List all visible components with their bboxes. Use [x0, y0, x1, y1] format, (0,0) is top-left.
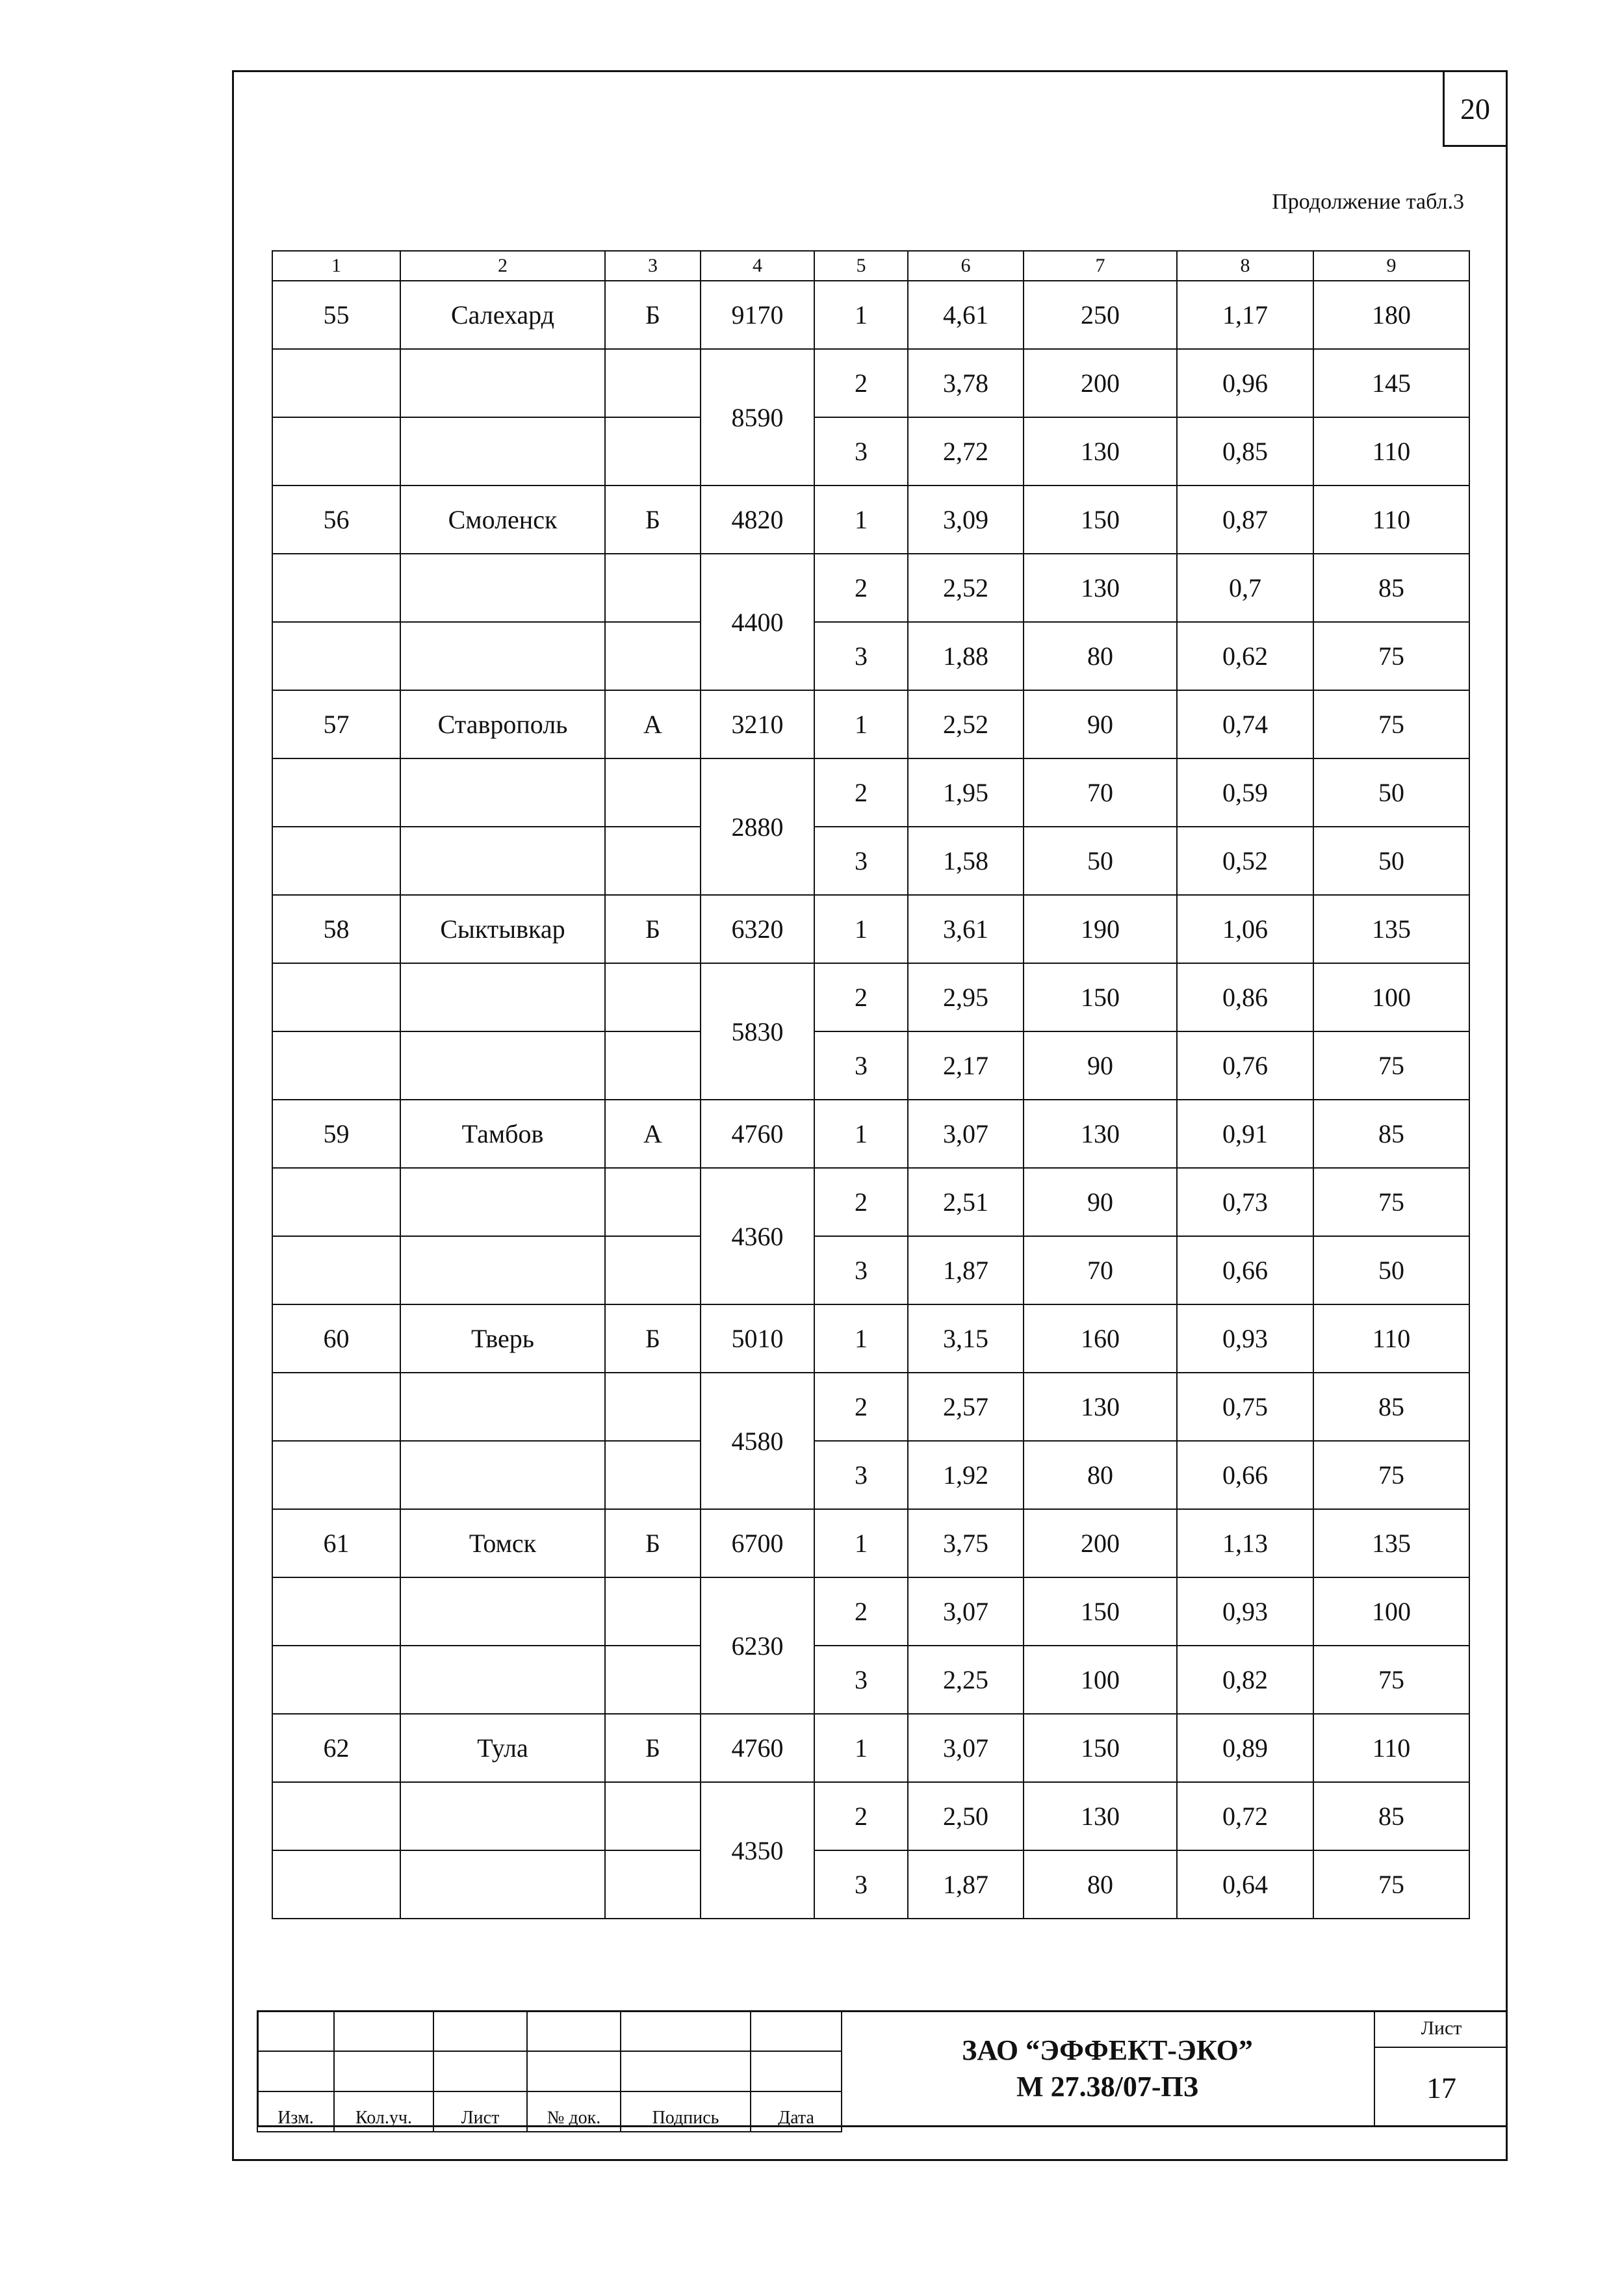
table-row: [272, 1509, 1469, 1577]
cell-col5: 1: [814, 1714, 908, 1782]
cell-col8: 0,66: [1177, 1441, 1313, 1509]
row-number: [272, 1168, 400, 1236]
row-number: [272, 417, 400, 485]
city-name: Ставрополь: [400, 690, 605, 758]
category: [605, 349, 701, 417]
organization-name: ЗАО “ЭФФЕКТ-ЭКО”: [962, 2034, 1253, 2066]
cell-col5: 2: [814, 758, 908, 827]
cell-col9: 50: [1313, 827, 1469, 895]
cell-col9: 135: [1313, 895, 1469, 963]
table-row: [272, 1441, 1469, 1509]
cell-col9: 75: [1313, 1850, 1469, 1919]
city-name: [400, 554, 605, 622]
cell-col9: 100: [1313, 963, 1469, 1031]
city-name: [400, 1577, 605, 1646]
cell-col9: 75: [1313, 1031, 1469, 1100]
value-col4: 5010: [701, 1304, 814, 1373]
col-header: 8: [1177, 251, 1313, 281]
cell-col8: 0,82: [1177, 1646, 1313, 1714]
table-row: [272, 1168, 1469, 1236]
cell-col8: 0,52: [1177, 827, 1313, 895]
city-name: [400, 758, 605, 827]
city-name: [400, 1646, 605, 1714]
row-number: 56: [272, 485, 400, 554]
cell-col9: 100: [1313, 1577, 1469, 1646]
category: А: [605, 1100, 701, 1168]
cell-col8: 0,73: [1177, 1168, 1313, 1236]
category: [605, 554, 701, 622]
col-header: 6: [908, 251, 1024, 281]
city-name: Томск: [400, 1509, 605, 1577]
row-number: [272, 1031, 400, 1100]
cell-col7: 250: [1024, 281, 1177, 349]
cell-col7: 130: [1024, 554, 1177, 622]
cell-col9: 50: [1313, 758, 1469, 827]
cell-col5: 1: [814, 281, 908, 349]
table-row: [272, 895, 1469, 963]
sheet-box: [1374, 2010, 1508, 2127]
cell-col9: 85: [1313, 554, 1469, 622]
cell-col5: 1: [814, 485, 908, 554]
value-col4: 3210: [701, 690, 814, 758]
cell-col9: 135: [1313, 1509, 1469, 1577]
header-row: [272, 251, 1469, 281]
cell-col6: 1,88: [908, 622, 1024, 690]
value-col4: 6230: [701, 1577, 814, 1714]
cell-col7: 50: [1024, 827, 1177, 895]
row-number: [272, 1236, 400, 1304]
document-code: М 27.38/07-ПЗ: [1016, 2071, 1198, 2103]
row-number: [272, 1577, 400, 1646]
cell-col6: 4,61: [908, 281, 1024, 349]
city-name: [400, 1850, 605, 1919]
value-col4: 4760: [701, 1714, 814, 1782]
category: Б: [605, 1714, 701, 1782]
category: Б: [605, 281, 701, 349]
cell-col8: 0,66: [1177, 1236, 1313, 1304]
city-name: [400, 1236, 605, 1304]
value-col4: 4580: [701, 1373, 814, 1509]
cell-col9: 180: [1313, 281, 1469, 349]
value-col4: 4360: [701, 1168, 814, 1304]
row-number: [272, 1782, 400, 1850]
cell-col6: 3,15: [908, 1304, 1024, 1373]
row-number: [272, 349, 400, 417]
cell-col9: 50: [1313, 1236, 1469, 1304]
category: [605, 1236, 701, 1304]
cell-col5: 2: [814, 1373, 908, 1441]
value-col4: 2880: [701, 758, 814, 895]
city-name: [400, 622, 605, 690]
city-name: Смоленск: [400, 485, 605, 554]
table-row: [272, 1236, 1469, 1304]
category: Б: [605, 895, 701, 963]
cell-col5: 3: [814, 1850, 908, 1919]
row-number: [272, 1441, 400, 1509]
cell-col5: 2: [814, 1168, 908, 1236]
value-col4: 4820: [701, 485, 814, 554]
cell-col8: 0,87: [1177, 485, 1313, 554]
category: [605, 1031, 701, 1100]
stamp-label-izm: Изм.: [257, 2091, 334, 2132]
table-row: [272, 1646, 1469, 1714]
cell-col7: 80: [1024, 622, 1177, 690]
cell-col8: 0,85: [1177, 417, 1313, 485]
table-row: [272, 554, 1469, 622]
cell-col6: 2,72: [908, 417, 1024, 485]
category: [605, 1850, 701, 1919]
city-name: [400, 349, 605, 417]
col-header: 7: [1024, 251, 1177, 281]
row-number: 57: [272, 690, 400, 758]
continuation-note: Продолжение табл.3: [1272, 190, 1464, 214]
row-number: [272, 963, 400, 1031]
cell-col7: 80: [1024, 1850, 1177, 1919]
category: [605, 827, 701, 895]
city-name: Тамбов: [400, 1100, 605, 1168]
cell-col7: 100: [1024, 1646, 1177, 1714]
cell-col7: 70: [1024, 1236, 1177, 1304]
cell-col6: 2,52: [908, 554, 1024, 622]
table-row: [272, 1577, 1469, 1646]
table-row: [272, 1304, 1469, 1373]
city-name: [400, 1168, 605, 1236]
cell-col9: 75: [1313, 1441, 1469, 1509]
cell-col5: 1: [814, 1304, 908, 1373]
value-col4: 6700: [701, 1509, 814, 1577]
cell-col5: 3: [814, 622, 908, 690]
cell-col6: 3,09: [908, 485, 1024, 554]
cell-col8: 1,13: [1177, 1509, 1313, 1577]
city-name: [400, 1441, 605, 1509]
cell-col5: 2: [814, 349, 908, 417]
cell-col8: 0,75: [1177, 1373, 1313, 1441]
stamp-table: [257, 2010, 842, 2132]
cell-col9: 110: [1313, 1304, 1469, 1373]
organization-block: [841, 2010, 1374, 2127]
category: [605, 417, 701, 485]
cell-col7: 150: [1024, 1577, 1177, 1646]
cell-col5: 2: [814, 554, 908, 622]
city-name: Сыктывкар: [400, 895, 605, 963]
row-number: [272, 1850, 400, 1919]
table-row: [272, 1850, 1469, 1919]
cell-col8: 1,06: [1177, 895, 1313, 963]
category: [605, 1782, 701, 1850]
row-number: [272, 758, 400, 827]
city-name: [400, 1031, 605, 1100]
category: [605, 758, 701, 827]
cell-col5: 1: [814, 690, 908, 758]
cell-col6: 1,95: [908, 758, 1024, 827]
cell-col9: 85: [1313, 1373, 1469, 1441]
value-col4: 4400: [701, 554, 814, 690]
stamp-label-doc: № док.: [527, 2091, 621, 2132]
city-name: Тверь: [400, 1304, 605, 1373]
cell-col8: 0,93: [1177, 1304, 1313, 1373]
cell-col9: 75: [1313, 1168, 1469, 1236]
table-row: [272, 622, 1469, 690]
cell-col8: 0,64: [1177, 1850, 1313, 1919]
col-header: 1: [272, 251, 400, 281]
cell-col7: 130: [1024, 417, 1177, 485]
table-row: [272, 281, 1469, 349]
value-col4: 4350: [701, 1782, 814, 1919]
city-name: [400, 827, 605, 895]
cell-col9: 85: [1313, 1100, 1469, 1168]
cell-col5: 3: [814, 1236, 908, 1304]
cell-col8: 0,62: [1177, 622, 1313, 690]
category: А: [605, 690, 701, 758]
city-name: Тула: [400, 1714, 605, 1782]
table-row: [272, 349, 1469, 417]
row-number: 60: [272, 1304, 400, 1373]
cell-col7: 200: [1024, 1509, 1177, 1577]
data-table: [272, 250, 1470, 1919]
cell-col7: 130: [1024, 1782, 1177, 1850]
cell-col7: 90: [1024, 1031, 1177, 1100]
row-number: [272, 1646, 400, 1714]
cell-col6: 1,87: [908, 1236, 1024, 1304]
city-name: [400, 417, 605, 485]
category: [605, 963, 701, 1031]
cell-col9: 145: [1313, 349, 1469, 417]
col-header: 9: [1313, 251, 1469, 281]
cell-col9: 110: [1313, 417, 1469, 485]
cell-col8: 0,7: [1177, 554, 1313, 622]
cell-col6: 2,52: [908, 690, 1024, 758]
col-header: 4: [701, 251, 814, 281]
cell-col6: 2,95: [908, 963, 1024, 1031]
category: [605, 1646, 701, 1714]
row-number: [272, 827, 400, 895]
cell-col6: 2,17: [908, 1031, 1024, 1100]
row-number: 59: [272, 1100, 400, 1168]
cell-col5: 3: [814, 1031, 908, 1100]
cell-col7: 130: [1024, 1373, 1177, 1441]
cell-col8: 0,93: [1177, 1577, 1313, 1646]
cell-col6: 3,07: [908, 1577, 1024, 1646]
city-name: [400, 1373, 605, 1441]
cell-col7: 90: [1024, 1168, 1177, 1236]
cell-col5: 2: [814, 1577, 908, 1646]
cell-col8: 0,96: [1177, 349, 1313, 417]
category: [605, 622, 701, 690]
sheet-number: 17: [1374, 2048, 1508, 2127]
cell-col8: 0,74: [1177, 690, 1313, 758]
city-name: Салехард: [400, 281, 605, 349]
city-name: [400, 963, 605, 1031]
cell-col7: 80: [1024, 1441, 1177, 1509]
page-number: 20: [1443, 70, 1508, 147]
table-row: [272, 1373, 1469, 1441]
table-row: [272, 827, 1469, 895]
cell-col5: 2: [814, 963, 908, 1031]
category: [605, 1373, 701, 1441]
cell-col5: 1: [814, 1509, 908, 1577]
city-name: [400, 1782, 605, 1850]
category: [605, 1441, 701, 1509]
stamp-label-date: Дата: [751, 2091, 842, 2132]
cell-col5: 2: [814, 1782, 908, 1850]
value-col4: 4760: [701, 1100, 814, 1168]
stamp-label-signature: Подпись: [621, 2091, 751, 2132]
cell-col5: 1: [814, 1100, 908, 1168]
value-col4: 5830: [701, 963, 814, 1100]
cell-col7: 70: [1024, 758, 1177, 827]
cell-col5: 3: [814, 1441, 908, 1509]
row-number: 55: [272, 281, 400, 349]
cell-col6: 2,50: [908, 1782, 1024, 1850]
category: Б: [605, 1304, 701, 1373]
cell-col9: 75: [1313, 1646, 1469, 1714]
cell-col6: 2,25: [908, 1646, 1024, 1714]
value-col4: 8590: [701, 349, 814, 485]
cell-col6: 3,61: [908, 895, 1024, 963]
cell-col6: 2,51: [908, 1168, 1024, 1236]
table-row: [272, 1031, 1469, 1100]
cell-col8: 1,17: [1177, 281, 1313, 349]
cell-col7: 160: [1024, 1304, 1177, 1373]
row-number: [272, 554, 400, 622]
row-number: 58: [272, 895, 400, 963]
cell-col7: 150: [1024, 1714, 1177, 1782]
value-col4: 6320: [701, 895, 814, 963]
value-col4: 9170: [701, 281, 814, 349]
row-number: [272, 622, 400, 690]
cell-col7: 90: [1024, 690, 1177, 758]
cell-col5: 3: [814, 1646, 908, 1714]
cell-col6: 1,58: [908, 827, 1024, 895]
table-row: [272, 417, 1469, 485]
table-row: [272, 690, 1469, 758]
table-row: [272, 758, 1469, 827]
cell-col9: 110: [1313, 1714, 1469, 1782]
sheet-label: Лист: [1374, 2010, 1508, 2048]
cell-col9: 75: [1313, 690, 1469, 758]
table-row: [272, 963, 1469, 1031]
table-row: [272, 485, 1469, 554]
cell-col9: 110: [1313, 485, 1469, 554]
cell-col8: 0,76: [1177, 1031, 1313, 1100]
row-number: 61: [272, 1509, 400, 1577]
cell-col6: 3,78: [908, 349, 1024, 417]
row-number: [272, 1373, 400, 1441]
cell-col7: 190: [1024, 895, 1177, 963]
cell-col6: 2,57: [908, 1373, 1024, 1441]
cell-col6: 1,92: [908, 1441, 1024, 1509]
cell-col7: 200: [1024, 349, 1177, 417]
col-header: 3: [605, 251, 701, 281]
cell-col8: 0,86: [1177, 963, 1313, 1031]
cell-col8: 0,72: [1177, 1782, 1313, 1850]
cell-col7: 130: [1024, 1100, 1177, 1168]
cell-col6: 1,87: [908, 1850, 1024, 1919]
cell-col6: 3,75: [908, 1509, 1024, 1577]
cell-col5: 1: [814, 895, 908, 963]
cell-col5: 3: [814, 827, 908, 895]
category: Б: [605, 1509, 701, 1577]
category: [605, 1577, 701, 1646]
cell-col9: 75: [1313, 622, 1469, 690]
category: Б: [605, 485, 701, 554]
table-row: [272, 1782, 1469, 1850]
cell-col5: 3: [814, 417, 908, 485]
col-header: 5: [814, 251, 908, 281]
cell-col6: 3,07: [908, 1100, 1024, 1168]
stamp-label-kol: Кол.уч.: [334, 2091, 433, 2132]
stamp-label-list: Лист: [433, 2091, 527, 2132]
table-row: [272, 1714, 1469, 1782]
category: [605, 1168, 701, 1236]
col-header: 2: [400, 251, 605, 281]
cell-col8: 0,59: [1177, 758, 1313, 827]
cell-col8: 0,91: [1177, 1100, 1313, 1168]
cell-col7: 150: [1024, 963, 1177, 1031]
cell-col9: 85: [1313, 1782, 1469, 1850]
cell-col6: 3,07: [908, 1714, 1024, 1782]
table-row: [272, 1100, 1469, 1168]
cell-col8: 0,89: [1177, 1714, 1313, 1782]
cell-col7: 150: [1024, 485, 1177, 554]
row-number: 62: [272, 1714, 400, 1782]
